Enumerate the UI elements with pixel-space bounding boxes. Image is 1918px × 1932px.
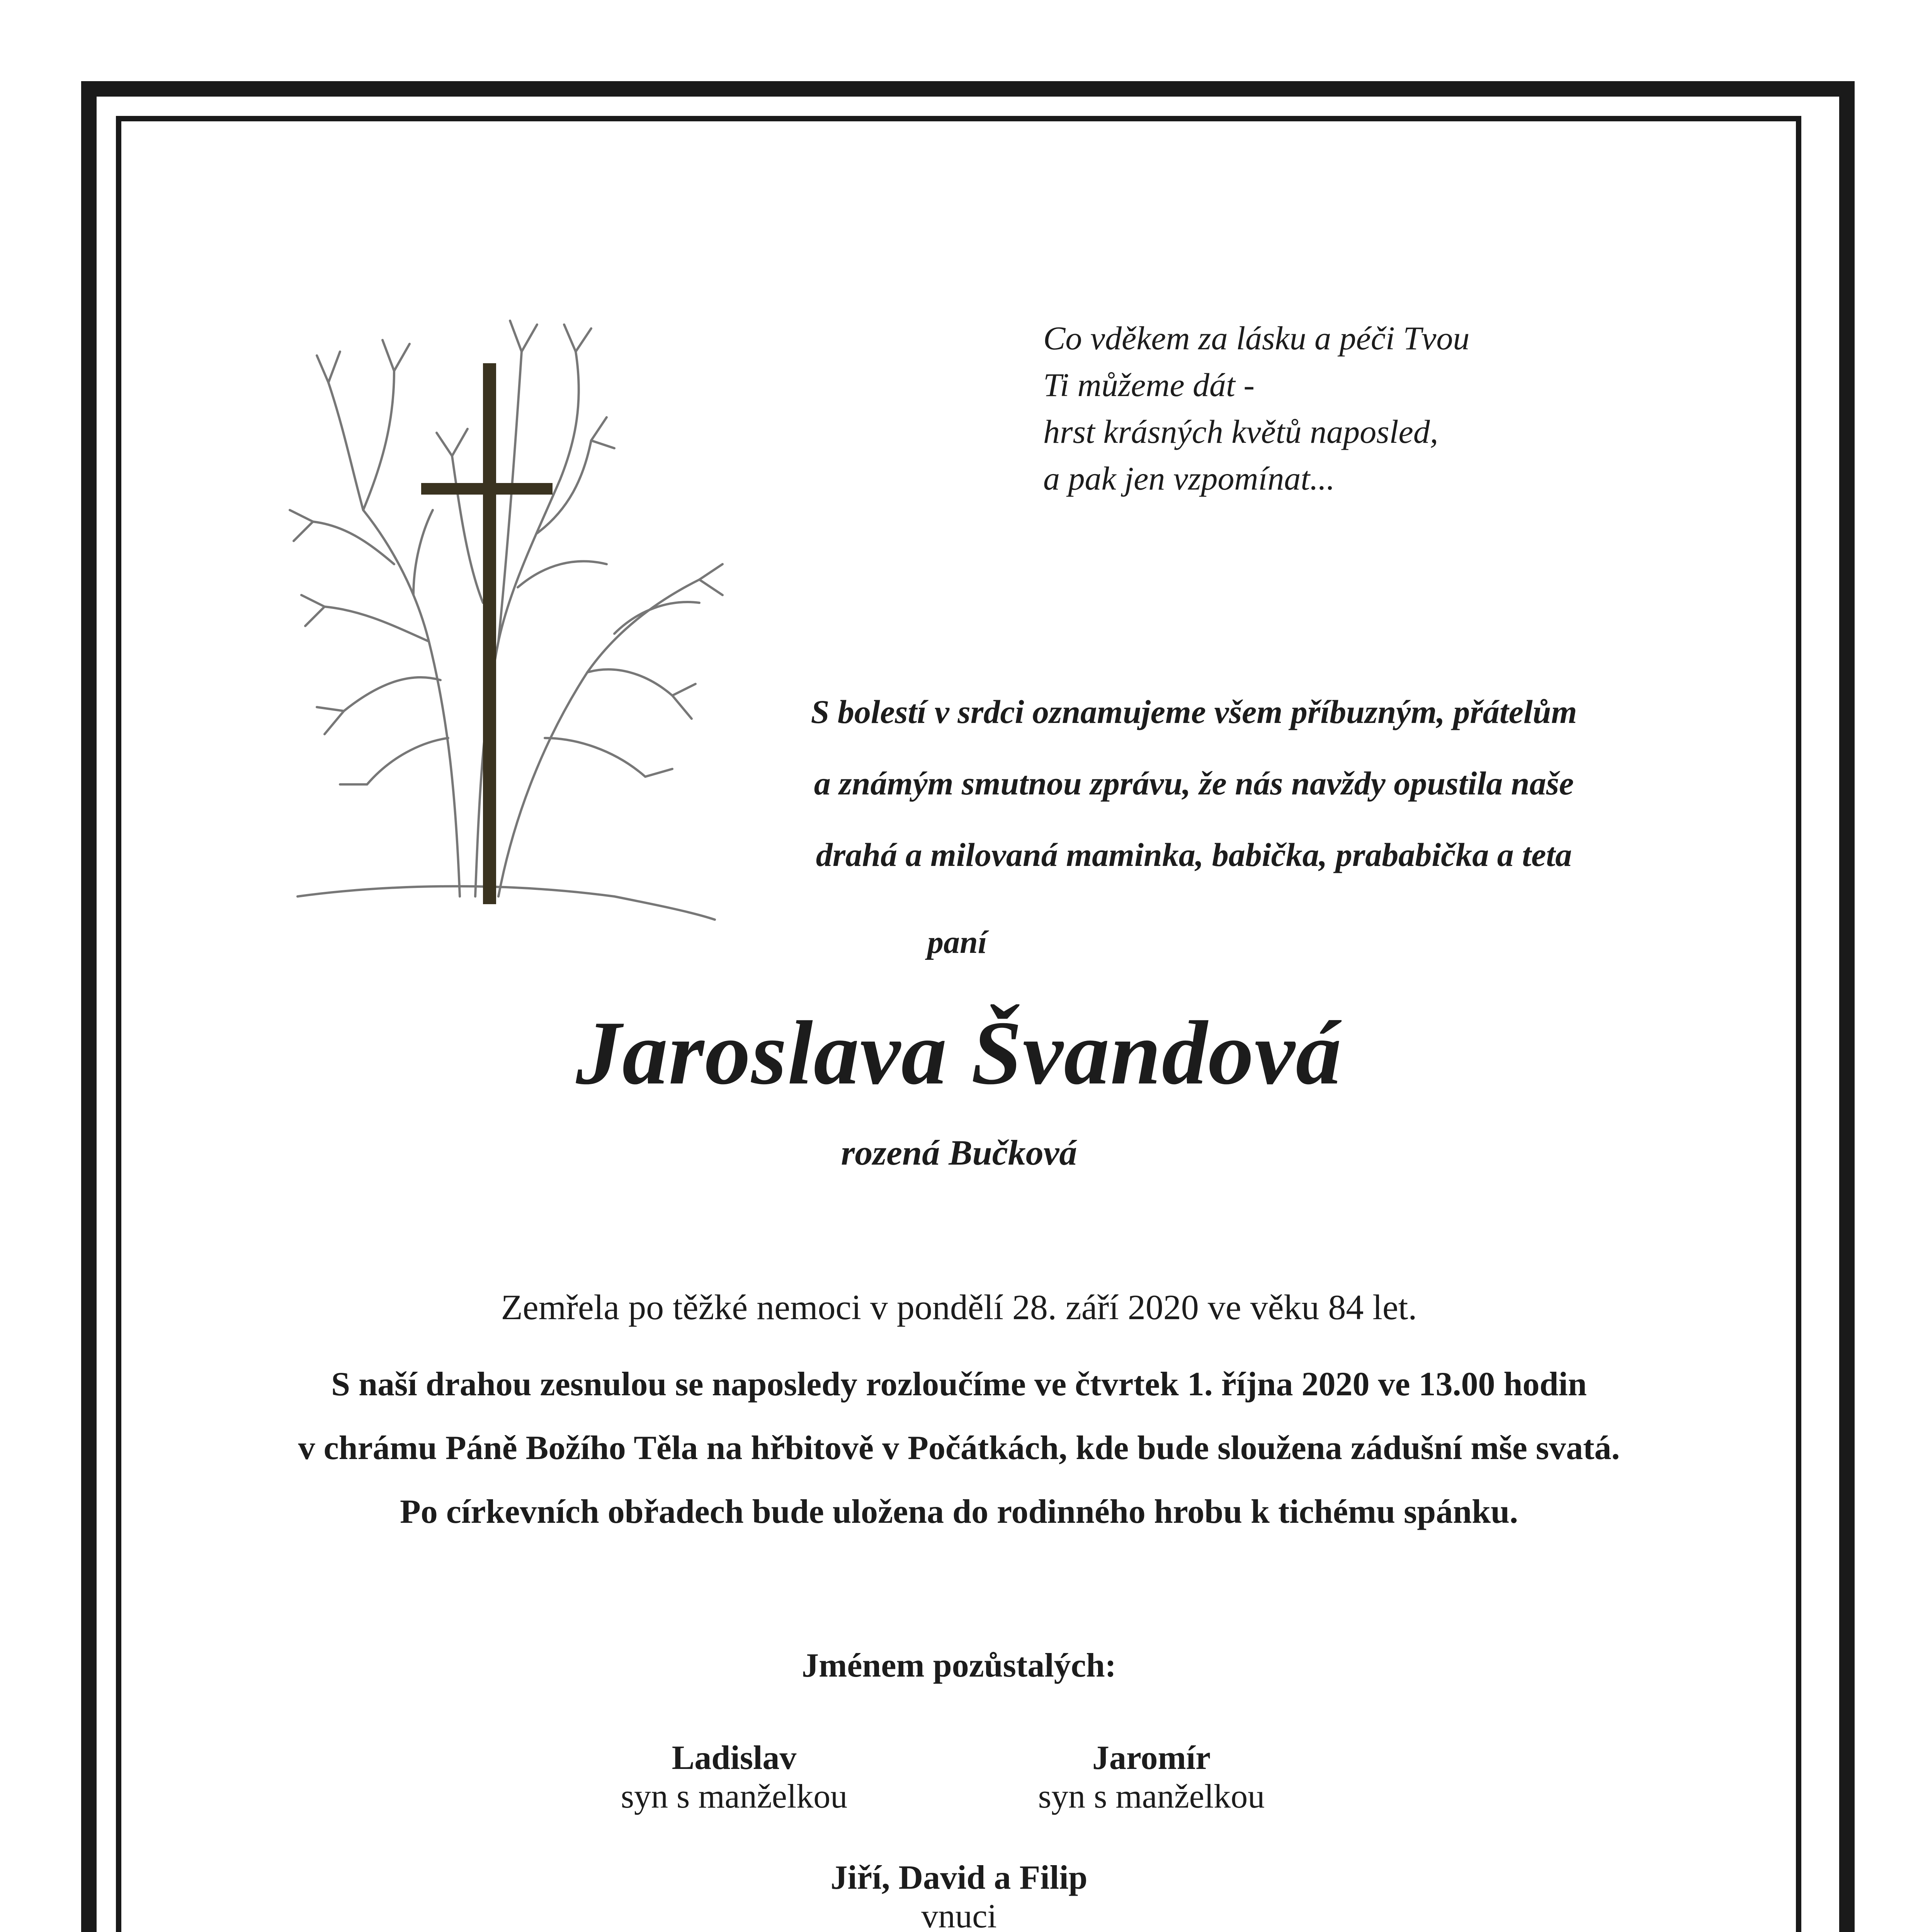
announcement-line: drahá a milovaná maminka, babička, prababička a teta (816, 836, 1572, 873)
mourner-left (541, 1739, 927, 1816)
mourner-name: Jiří, David a Filip (830, 1859, 1088, 1896)
mourner-role: vnuci (921, 1898, 997, 1932)
mourner-right (958, 1739, 1345, 1816)
poem-line: a pak jen vzpomínat... (1043, 460, 1335, 497)
poem-line: Co vděkem za lásku a péči Tvou (1043, 320, 1470, 357)
on-behalf-heading: Jménem pozůstalých: (802, 1647, 1116, 1684)
announcement-line: a známým smutnou zprávu, že nás navždy opustila naše (814, 765, 1574, 802)
tree-with-cross-icon (267, 294, 730, 931)
deceased-name: Jaroslava Švandová (576, 1003, 1342, 1104)
mourner-name: Jaromír (1092, 1739, 1211, 1777)
poem (1043, 315, 1469, 502)
ceremony-info (0, 1352, 1918, 1544)
mourner-role: syn s manželkou (1038, 1778, 1265, 1815)
mourner-grandsons (0, 1859, 1918, 1932)
announcement-line: S bolestí v srdci oznamujeme všem příbuzným, přátelům (811, 693, 1577, 730)
maiden-name: rozená Bučková (841, 1133, 1077, 1172)
honorific: paní (927, 924, 987, 960)
ceremony-line: S naší drahou zesnulou se naposledy rozloučíme ve čtvrtek 1. října 2020 ve 13.00 hodin (331, 1366, 1587, 1403)
poem-line: hrst krásných květů naposled, (1043, 413, 1438, 450)
announcement (730, 676, 1658, 891)
poem-line: Ti můžeme dát - (1043, 366, 1255, 403)
mourner-role: syn s manželkou (621, 1778, 848, 1815)
ceremony-line: Po církevních obřadech bude uložena do rodinného hrobu k tichému spánku. (400, 1493, 1518, 1531)
ceremony-line: v chrámu Páně Božího Těla na hřbitově v Počátkách, kde bude sloužena zádušní mše svatá. (298, 1429, 1620, 1467)
death-notice: Zemřela po těžké nemoci v pondělí 28. září 2020 ve věku 84 let. (501, 1287, 1417, 1327)
mourner-name: Ladislav (672, 1739, 797, 1777)
